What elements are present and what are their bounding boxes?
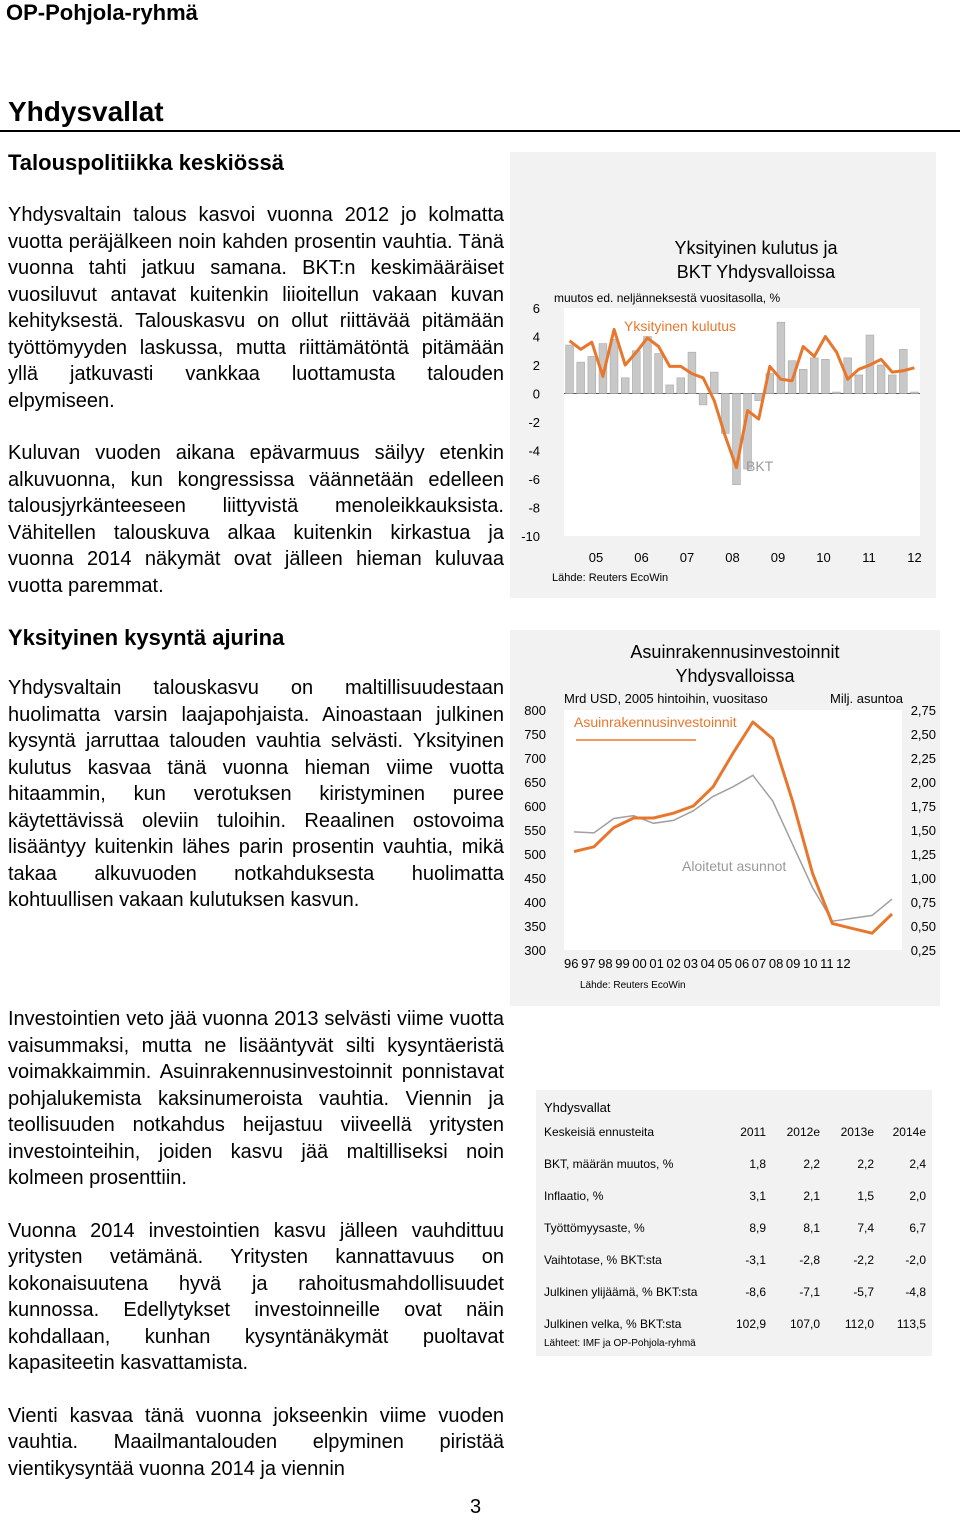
gdp-bar [699, 394, 707, 405]
cell-value: -3,1 [745, 1253, 766, 1267]
gdp-bar [877, 365, 885, 394]
table-row [544, 1244, 926, 1276]
y-right-tick-label: 1,00 [910, 871, 936, 886]
chart-title-line: BKT Yhdysvalloissa [676, 262, 836, 282]
y-left-tick-label: 400 [524, 895, 546, 910]
section-heading: Yksityinen kysyntä ajurina [8, 625, 285, 650]
gdp-bar [733, 394, 741, 485]
gdp-bar [777, 322, 785, 393]
cell-value: 2,2 [857, 1157, 874, 1171]
y-right-tick-label: 0,50 [910, 919, 936, 934]
x-tick-label: 07 [679, 550, 695, 565]
gdp-bar [888, 375, 896, 394]
article-column-upper [8, 202, 504, 940]
x-tick-label: 09 [770, 550, 786, 565]
y-left-tick-label: 750 [524, 727, 546, 742]
cell-value: 1,8 [749, 1157, 766, 1171]
y-tick-label: 6 [532, 301, 540, 316]
table-row [544, 1180, 926, 1212]
year-header: 2013e [840, 1125, 874, 1139]
paragraph: Kuluvan vuoden aikana epävarmuus säilyy etenkin alkuvuonna, kun kongressissa väännetään edelleen talousjyrkänteeseen liittyvistä menoleikkauksista. Vähitellen talouskuva alkaa kuitenkin kirkastua ja vuonna 2014 näkymät ovat jälleen hieman kuluvaa vuotta paremmat. [8, 442, 504, 597]
chart-source: Lähde: Reuters EcoWin [552, 572, 669, 584]
table-heading: Yhdysvallat [544, 1100, 611, 1115]
brand-name: OP-Pohjola-ryhmä [6, 0, 198, 25]
gdp-bar [799, 369, 807, 393]
row-label: BKT, määrän muutos, % [544, 1157, 674, 1171]
x-tick-label: 05 [588, 550, 604, 565]
row-label: Työttömyysaste, % [544, 1221, 645, 1235]
forecast-table [544, 1116, 926, 1340]
gdp-bar [855, 375, 863, 394]
section-title: Yhdysvallat [8, 96, 164, 127]
gdp-bar [710, 372, 718, 393]
y-right-tick-label: 1,75 [910, 799, 936, 814]
chart-unit-right: Milj. asuntoa [830, 691, 903, 706]
y-tick-label: -8 [528, 500, 540, 516]
cell-value: 2,4 [909, 1157, 926, 1171]
cell-value: -8,6 [745, 1285, 766, 1299]
y-left-tick-label: 500 [524, 847, 546, 862]
x-tick-label: 06 [634, 550, 649, 565]
x-tick-label: 11 [862, 550, 876, 565]
paragraph: Vuonna 2014 investointien kasvu jälleen vauhdittuu yritysten vetämänä. Yritysten kannattavuus on kokonaisuutena hyvä ja rahoitusmahdollisuudet kunnossa. Edellytykset investoinneille ovat näin kohdallaan, kunhan kysyntänäkymät puoltavat kapasiteetin kasvattamista. [8, 1219, 504, 1374]
y-tick-label: -4 [528, 443, 540, 459]
cell-value: 1,5 [857, 1189, 874, 1203]
cell-value: 2,0 [909, 1189, 926, 1203]
paragraph: Vienti kasvaa tänä vuonna jokseenkin viime vuoden vauhtia. Maailmantalouden elpyminen piristää vientikysyntää vuonna 2014 ja viennin [8, 1404, 504, 1480]
x-tick-label: 08 [725, 550, 740, 565]
table-row [544, 1148, 926, 1180]
cell-value: 2,2 [803, 1157, 820, 1171]
plot-area [564, 710, 902, 950]
y-right-tick-label: 2,50 [910, 727, 936, 742]
paragraph: Yhdysvaltain talouskasvu on maltillisuudestaan huolimatta varsin laajapohjaista. Ainoastaan julkinen kysyntä jarruttaa talouden vauhtia selvästi. Yksityinen kulutus kasvaa tänä vuonna hieman viime vuotta hitaammin, kun verotuksen kiristyminen puree käytettävissä oleviin tuloihin. Reaalinen ostovoima lisääntyy kuitenkin lähes parin prosentin vauhtia, mikä takaa alkuvuoden notkahduksesta huolimatta kohtuullisen vakaan kulutuksen kasvun. [8, 677, 504, 911]
table-row [544, 1276, 926, 1308]
gdp-bar [911, 392, 919, 393]
table-heading-sub: Keskeisiä ennusteita [544, 1125, 655, 1139]
cell-value: 6,7 [909, 1221, 926, 1235]
series-label-gdp: BKT [746, 458, 774, 474]
gdp-bar [666, 385, 674, 394]
gdp-bar [655, 354, 663, 394]
article-subtitle: Talouspolitiikka keskiössä [8, 150, 284, 175]
gdp-bar [644, 337, 652, 394]
gdp-bar [588, 356, 596, 393]
cell-value: 3,1 [749, 1189, 766, 1203]
row-label: Julkinen ylijäämä, % BKT:sta [544, 1285, 698, 1299]
chart-consumption-gdp [510, 152, 936, 598]
series-label-housing-starts: Aloitetut asunnot [682, 858, 787, 874]
cell-value: -4,8 [905, 1285, 926, 1299]
y-tick-label: -6 [528, 472, 540, 487]
y-right-tick-label: 1,50 [910, 823, 936, 838]
row-label: Inflaatio, % [544, 1189, 604, 1203]
row-label: Julkinen velka, % BKT:sta [544, 1317, 682, 1331]
cell-value: 107,0 [789, 1317, 820, 1331]
paragraph: Yhdysvaltain talous kasvoi vuonna 2012 jo kolmatta vuotta peräjälkeen noin kahden prosentin vauhtia. Tänä vuonna tahti jatkuu samana. BKT:n keskimääräiset vuosiluvut antavat kuitenkin liioitellun vakaan kuvan kehityksestä. Talouskasvu on ollut riittävää pitämään työttömyyden laskussa, mutta riittämätöntä pitämään yllä jatkuvasti vankkaa luottamusta talouden elpymiseen. [8, 204, 504, 412]
cell-value: 8,1 [803, 1221, 820, 1235]
y-tick-label: -10 [521, 529, 540, 544]
table-header-row [544, 1116, 926, 1148]
gdp-bar [621, 378, 629, 394]
chart2-plot [510, 630, 940, 1006]
y-left-tick-label: 350 [524, 919, 546, 934]
y-left-tick-label: 300 [524, 943, 546, 958]
chart-title-line: Asuinrakennusinvestoinnit [630, 642, 840, 662]
y-right-tick-label: 2,75 [910, 703, 936, 718]
y-left-tick-label: 450 [524, 871, 546, 886]
y-right-tick-label: 0,25 [910, 943, 936, 958]
series-label-consumption: Yksityinen kulutus [624, 318, 737, 334]
cell-value: 8,9 [749, 1221, 766, 1235]
table-source: Lähteet: IMF ja OP-Pohjola-ryhmä [544, 1338, 696, 1349]
table-row [544, 1308, 926, 1340]
y-left-tick-label: 800 [524, 703, 546, 718]
chart-source: Lähde: Reuters EcoWin [580, 980, 686, 991]
cell-value: -5,7 [853, 1285, 874, 1299]
cell-value: 113,5 [896, 1317, 926, 1331]
cell-value: 102,9 [735, 1317, 766, 1331]
year-header: 2011 [740, 1125, 766, 1139]
chart-title-line: Yksityinen kulutus ja [674, 238, 838, 258]
gdp-bar [566, 345, 574, 393]
y-left-tick-label: 700 [524, 751, 546, 766]
y-right-tick-label: 1,25 [910, 847, 936, 862]
y-right-tick-label: 2,00 [910, 775, 936, 790]
x-tick-label: 10 [816, 550, 831, 565]
page-number: 3 [470, 1496, 482, 1518]
gdp-bar [677, 378, 685, 394]
cell-value: 7,4 [857, 1221, 874, 1235]
x-tick-label: 12 [907, 550, 922, 565]
chart-unit-note: muutos ed. neljänneksestä vuositasolla, % [554, 291, 781, 305]
row-label: Vaihtotase, % BKT:sta [544, 1253, 662, 1267]
cell-value: -2,0 [905, 1253, 926, 1267]
section-divider [0, 130, 960, 132]
cell-value: -7,1 [799, 1285, 820, 1299]
table-row [544, 1212, 926, 1244]
y-right-tick-label: 0,75 [910, 895, 936, 910]
gdp-bar [810, 358, 818, 394]
y-right-tick-label: 2,25 [910, 751, 936, 766]
y-tick-label: -2 [528, 415, 540, 430]
article-column-lower [8, 1006, 504, 1482]
chart1-plot [510, 152, 936, 598]
y-left-tick-label: 650 [524, 775, 546, 790]
chart-residential-investment [510, 630, 940, 1006]
paragraph: Investointien veto jää vuonna 2013 selvästi viime vuotta vaisummaksi, mutta ne lisääntyvät silti kysyntäeristä voimakkaimmin. Asuinrakennusinvestoinnit ponnistavat pohjalukemista kaksinumeroista vauhtia. Viennin ja teollisuuden notkahdus heijastuu viiveellä yritysten investointeihin, joiden kasvu jää maltilliseksi noin kolmeen prosenttiin. [8, 1008, 504, 1189]
chart-title-line: Yhdysvalloissa [675, 666, 795, 686]
gdp-bar [577, 362, 585, 393]
forecast-table-panel [536, 1090, 932, 1356]
chart-unit-left: Mrd USD, 2005 hintoihin, vuositaso [564, 691, 768, 706]
x-axis-ticks: 96 97 98 99 00 01 02 03 04 05 06 07 08 09 10 11 12 [564, 956, 851, 971]
y-tick-label: 0 [532, 386, 540, 402]
cell-value: 2,1 [803, 1189, 820, 1203]
year-header: 2014e [892, 1125, 926, 1139]
series-label-investment: Asuinrakennusinvestoinnit [574, 714, 737, 730]
gdp-bar [822, 359, 830, 393]
gdp-bar [833, 392, 841, 393]
gdp-bar [610, 339, 618, 393]
cell-value: 112,0 [844, 1317, 874, 1331]
y-tick-label: 4 [532, 329, 540, 345]
y-tick-label: 2 [532, 358, 540, 373]
year-header: 2012e [786, 1125, 820, 1139]
y-left-tick-label: 600 [524, 799, 546, 814]
cell-value: -2,8 [799, 1253, 820, 1267]
y-left-tick-label: 550 [524, 823, 546, 838]
cell-value: -2,2 [853, 1253, 874, 1267]
